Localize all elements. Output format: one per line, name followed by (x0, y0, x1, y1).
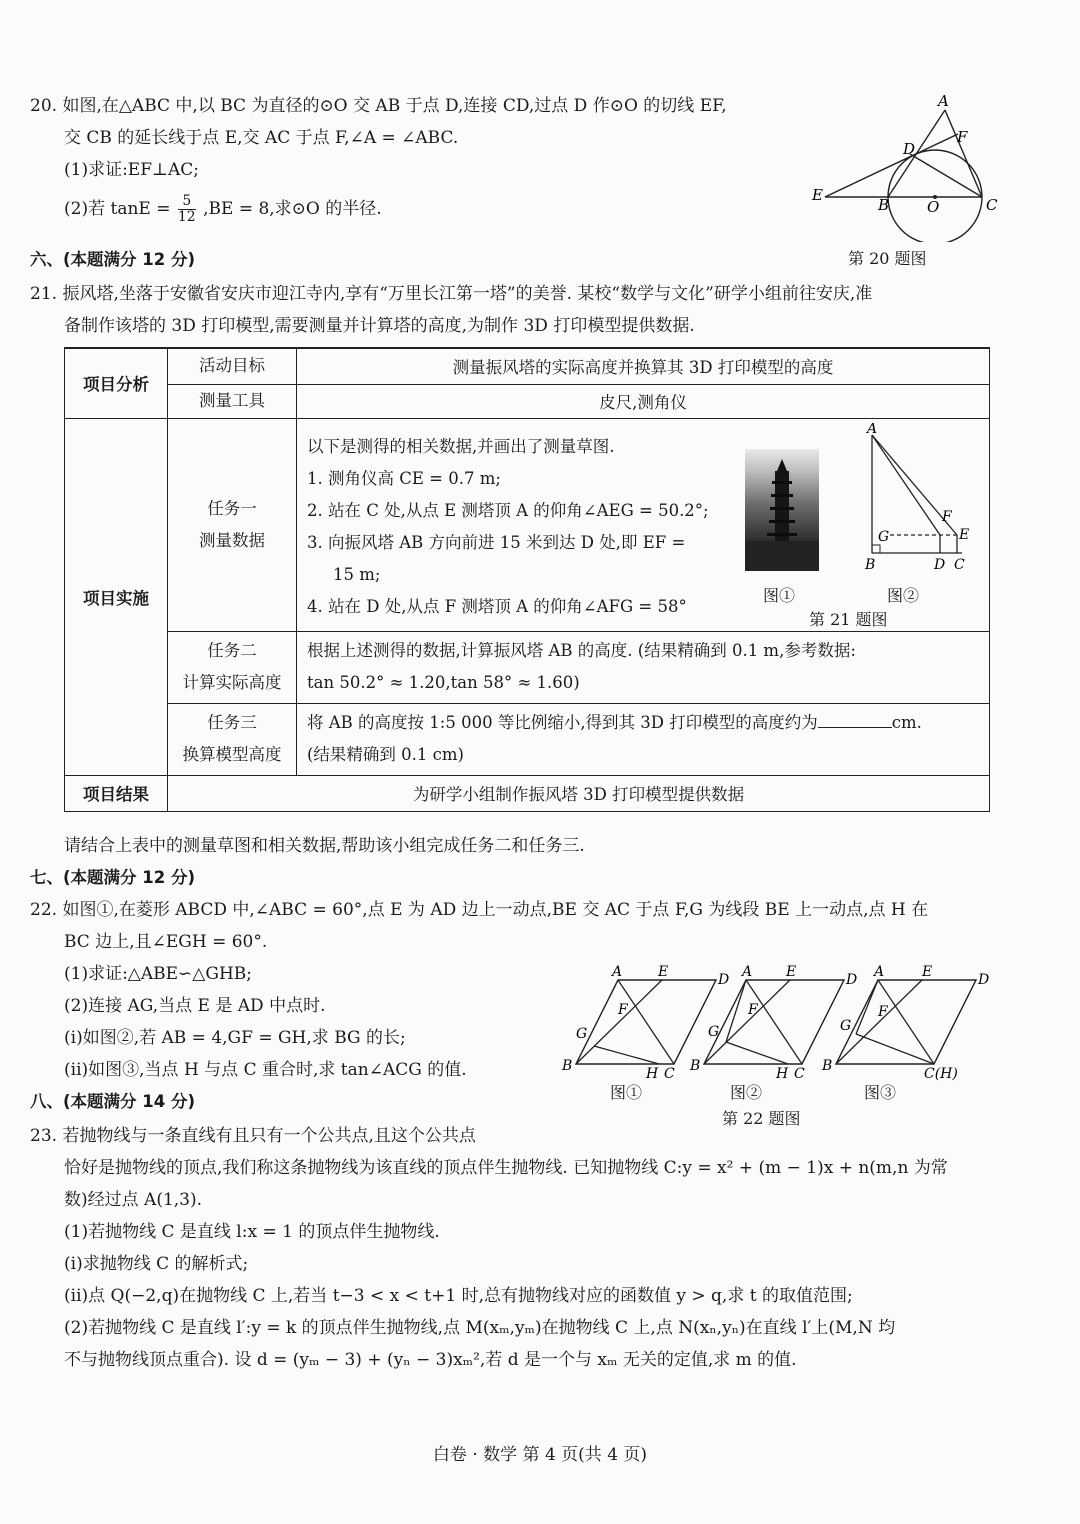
q22-f1-B: B (562, 1058, 573, 1074)
q22-line2: BC 边上,且∠EGH = 60°. (64, 932, 268, 952)
q20-frac-num: 5 (178, 194, 196, 210)
q22-f3-E: E (922, 964, 933, 980)
t1-fig2-caption: 图② (887, 585, 920, 605)
q20-fraction (178, 194, 196, 225)
section-8-heading: 八、(本题满分 14 分) (30, 1092, 196, 1111)
task1-subtitle: 测量数据 (199, 530, 265, 550)
q23-part1i: (i)求抛物线 C 的解析式; (64, 1254, 249, 1274)
q22-part2i: (i)如图②,若 AB = 4,GF = GH,求 BG 的长; (64, 1028, 406, 1048)
q23-part1ii: (ii)点 Q(−2,q)在抛物线 C 上,若当 t−3 < x < t+1 时,总有抛物线对应的函数值 y > q,求 t 的取值范围; (64, 1286, 853, 1306)
q20-part2-pre: (2)若 tanE = (64, 199, 171, 219)
q22-f2-F: F (748, 1002, 758, 1018)
row-analysis-label: 项目分析 (65, 348, 168, 418)
t3-line1 (307, 707, 989, 739)
q21-line2: 备制作该塔的 3D 打印模型,需要测量并计算塔的高度,为制作 3D 打印模型提供数据. (64, 316, 695, 336)
t1-item3-cont: 15 m; (333, 564, 381, 584)
t1-label-C: C (954, 556, 965, 573)
task3-subtitle: 换算模型高度 (182, 745, 282, 764)
task2-subtitle: 计算实际高度 (182, 673, 282, 692)
goal-value: 测量振风塔的实际高度并换算其 3D 打印模型的高度 (297, 348, 990, 384)
q22-part2: (2)连接 AG,当点 E 是 AD 中点时. (64, 996, 326, 1016)
q20-figure (800, 92, 1000, 242)
task3-label (168, 703, 297, 775)
q22-f2-E: E (786, 964, 797, 980)
tool-label: 测量工具 (168, 384, 297, 418)
q21-after: 请结合上表中的测量草图和相关数据,帮助该小组完成任务二和任务三. (64, 836, 585, 856)
q22-part2ii: (ii)如图③,当点 H 与点 C 重合时,求 tan∠ACG 的值. (64, 1060, 467, 1080)
section-7-heading: 七、(本题满分 12 分) (30, 868, 196, 887)
q20-part1: (1)求证:EF⊥AC; (64, 160, 200, 180)
task2-title: 任务二 (207, 641, 257, 660)
q22-f2-A: A (742, 964, 753, 980)
q20-fig-caption: 第 20 题图 (848, 249, 927, 268)
t1-item2: 2. 站在 C 处,从点 E 测塔顶 A 的仰角∠AEG = 50.2°; (307, 500, 709, 520)
q23-part1: (1)若抛物线 C 是直线 l:x = 1 的顶点伴生抛物线. (64, 1222, 440, 1242)
q21-line1: 21. 振风塔,坐落于安徽省安庆市迎江寺内,享有“万里长江第一塔”的美誉. 某校“数学与文化”研学小组前往安庆,准 (30, 284, 873, 304)
pagoda-photo (745, 449, 819, 571)
q20-line1: 20. 如图,在△ABC 中,以 BC 为直径的⊙O 交 AB 于点 D,连接 CD,过点 D 作⊙O 的切线 EF, (30, 96, 727, 116)
section-6-heading: 六、(本题满分 12 分) (30, 250, 196, 269)
q22-fig1-caption: 图① (610, 1083, 643, 1102)
result-value: 为研学小组制作振风塔 3D 打印模型提供数据 (168, 775, 990, 811)
task2-content (297, 631, 990, 703)
measurement-sketch (862, 423, 982, 573)
q22-f2-B: B (690, 1058, 701, 1074)
q22-part1: (1)求证:△ABE∽△GHB; (64, 964, 253, 984)
q20-label-F: F (957, 128, 968, 146)
q22-f2-C: C (794, 1066, 805, 1082)
q21-fig-caption: 第 21 题图 (809, 609, 888, 629)
t1-label-D: D (934, 556, 946, 573)
q22-f2-D: D (846, 972, 858, 988)
task1-content (297, 418, 990, 631)
q22-f3-F: F (878, 1004, 888, 1020)
row-impl-label: 项目实施 (65, 418, 168, 775)
t1-intro: 以下是测得的相关数据,并画出了测量草图. (307, 436, 615, 456)
task3-title: 任务三 (207, 713, 257, 732)
project-table (64, 347, 990, 812)
q22-f1-G: G (576, 1026, 588, 1042)
q23-part2: (2)若抛物线 C 是直线 l′:y = k 的顶点伴生抛物线,点 M(xₘ,yₘ)在抛物线 C 上,点 N(xₙ,yₙ)在直线 l′上(M,N 均 (64, 1318, 896, 1338)
task1-label (168, 418, 297, 631)
q22-fig3-caption: 图③ (864, 1083, 897, 1102)
task3-content (297, 703, 990, 775)
q22-f3-G: G (840, 1018, 852, 1034)
q20-label-E: E (812, 186, 823, 204)
q20-label-C: C (986, 196, 998, 214)
t3-text: 将 AB 的高度按 1:5 000 等比例缩小,得到其 3D 打印模型的高度约为 (307, 713, 818, 732)
q22-fig2-caption: 图② (730, 1083, 763, 1102)
task2-label (168, 631, 297, 703)
q20-frac-den: 12 (177, 209, 196, 225)
q22-f1-E: E (658, 964, 669, 980)
q22-f3-CH: C(H) (924, 1066, 958, 1082)
q22-f3-A: A (874, 964, 885, 980)
t1-label-E: E (959, 526, 970, 543)
q20-line2: 交 CB 的延长线于点 E,交 AC 于点 F,∠A = ∠ABC. (64, 128, 459, 148)
row-result-label: 项目结果 (65, 775, 168, 811)
q22-f3-D: D (978, 972, 990, 988)
q20-part2-post: ,BE = 8,求⊙O 的半径. (203, 199, 382, 219)
t3-line2: (结果精确到 0.1 cm) (307, 745, 464, 764)
goal-label: 活动目标 (168, 348, 297, 384)
q20-label-O: O (927, 198, 940, 216)
q23-part2b: 不与抛物线顶点重合). 设 d = (yₘ − 3) + (yₙ − 3)xₘ²,若 d 是一个与 xₘ 无关的定值,求 m 的值. (64, 1350, 797, 1370)
q22-f1-C: C (664, 1066, 675, 1082)
q22-f1-D: D (718, 972, 730, 988)
t2-line2: tan 50.2° ≈ 1.20,tan 58° ≈ 1.60) (307, 673, 580, 692)
tool-value: 皮尺,测角仪 (297, 384, 990, 418)
t1-fig1-caption: 图① (763, 585, 796, 605)
q22-figures (556, 962, 996, 1082)
q22-f3-B: B (822, 1058, 833, 1074)
t1-label-B: B (865, 556, 876, 573)
pagoda-silhouette (745, 449, 819, 571)
answer-blank (818, 727, 892, 728)
q22-f2-G: G (708, 1024, 720, 1040)
q22-f1-F: F (618, 1002, 628, 1018)
q23-line3: 数)经过点 A(1,3). (64, 1190, 203, 1210)
t1-item1: 1. 测角仪高 CE = 0.7 m; (307, 468, 501, 488)
task1-title: 任务一 (207, 498, 257, 518)
t1-label-A: A (867, 422, 878, 437)
q22-f1-A: A (612, 964, 623, 980)
q22-line1: 22. 如图①,在菱形 ABCD 中,∠ABC = 60°,点 E 为 AD 边上一动点,BE 交 AC 于点 F,G 为线段 BE 上一动点,点 H 在 (30, 900, 929, 920)
q20-part2 (64, 194, 382, 225)
q23-line1: 23. 若抛物线与一条直线有且只有一个公共点,且这个公共点 (30, 1126, 476, 1146)
q23-line2: 恰好是抛物线的顶点,我们称这条抛物线为该直线的顶点伴生抛物线. 已知抛物线 C:y = x² + (m − 1)x + n(m,n 为常 (64, 1158, 948, 1178)
t1-item4: 4. 站在 D 处,从点 F 测塔顶 A 的仰角∠AFG = 58° (307, 596, 687, 616)
t1-label-G: G (878, 528, 890, 545)
q20-label-B: B (878, 196, 890, 214)
q20-label-A: A (938, 92, 949, 110)
q22-f2-H: H (776, 1066, 789, 1082)
t1-item3: 3. 向振风塔 AB 方向前进 15 米到达 D 处,即 EF = (307, 532, 686, 552)
t3-unit: cm. (891, 713, 922, 732)
t2-line1: 根据上述测得的数据,计算振风塔 AB 的高度. (结果精确到 0.1 m,参考数据: (307, 641, 856, 660)
q22-fig-caption: 第 22 题图 (722, 1109, 801, 1128)
t1-label-F: F (942, 508, 952, 525)
page-footer: 白卷 · 数学 第 4 页(共 4 页) (432, 1445, 648, 1465)
q20-label-D: D (903, 140, 916, 158)
q22-f1-H: H (646, 1066, 659, 1082)
